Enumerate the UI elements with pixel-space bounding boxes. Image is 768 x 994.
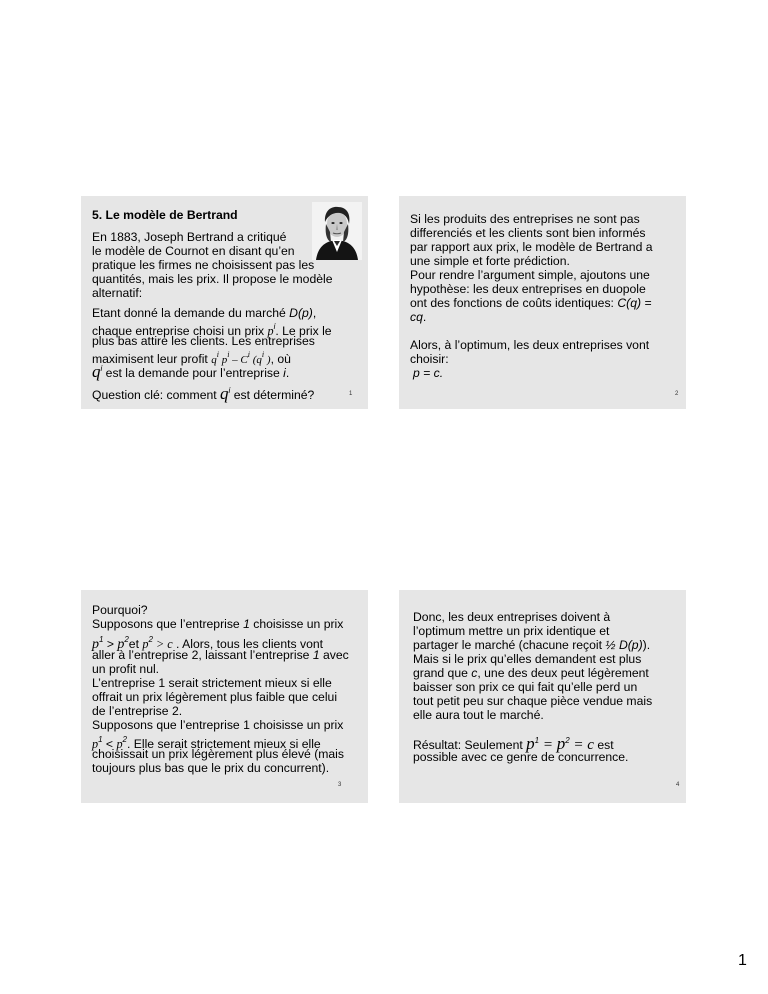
slide-1-key-question: Question clé: comment $q^i$ est déterminé? [92,384,315,403]
slide-4-line-10: possible avec ce genre de concurrence. [413,750,629,764]
slide-2-line-6: hypothèse: les deux entreprises en duopole [410,282,646,296]
slide-4-line-5: grand que c, une des deux peut légèrement [413,666,649,680]
slide-1-paragraph-1-line-5: alternatif: [92,286,143,300]
slide-2-line-9: Alors, à l’optimum, les deux entreprises vont [410,338,650,352]
slide-1-paragraph-2-line-5: $q^i$ est la demande pour l’entreprise i. [92,362,290,381]
slide-1-paragraph-2-line-2: chaque entreprise choisi un prix $p^i$. Le prix le [92,322,332,338]
slide-1-title: 5. Le modèle de Bertrand [92,208,238,222]
slide-3 [81,590,368,803]
slide-1-paragraph-2-line-3: plus bas attire les clients. Les entreprises [92,334,315,348]
page-number: 1 [738,952,747,969]
slide-1-paragraph-1-line-1: En 1883, Joseph Bertrand a critiqué [92,230,287,244]
slide-4-line-6: baisser son prix ce qui fait qu’elle perd un [413,680,638,694]
slide-2-conclusion: p = c. [413,366,444,380]
slide-2-line-8: cq. [410,310,427,324]
slide-4-line-8: elle aura tout le marché. [413,708,544,722]
slide-4-number: 4 [676,782,680,788]
slide-2-line-10: choisir: [410,352,449,366]
slide-3-line-1: Pourquoi? [92,603,148,617]
slide-1-paragraph-1-line-4: quantités, mais les prix. Il propose le modèle [92,272,333,286]
slide-1-paragraph-1-line-2: le modèle de Cournot en disant qu’en [92,244,295,258]
slide-2-line-3: par rapport aux prix, le modèle de Bertrand a [410,240,653,254]
slide-3-line-8: de l’entreprise 2. [92,704,183,718]
slide-3-line-7: offrait un prix légèrement plus faible que celui [92,690,338,704]
slide-1-number: 1 [349,391,353,397]
slide-3-line-4: aller à l’entreprise 2, laissant l’entreprise 1 avec [92,648,349,662]
slide-2-line-4: une simple et forte prédiction. [410,254,570,268]
portrait-image [312,202,362,260]
slide-2-line-5: Pour rendre l’argument simple, ajoutons une [410,268,650,282]
profit-formula: $q^i$ $p^i - C^i$ ($q^i$ ) [211,350,271,366]
slide-2-line-1: Si les produits des entreprises ne sont pas [410,212,640,226]
slide-3-line-9: Supposons que l’entreprise 1 choisisse un prix [92,718,344,732]
slide-3-line-12: toujours plus bas que le prix du concurrent). [92,761,330,775]
slide-3-line-10: $p^1 < p^2$. Elle serait strictement mieux si elle [92,735,321,751]
slide-4 [399,590,686,803]
slide-3-line-5: un profit nul. [92,662,160,676]
slide-4-line-2: l’optimum mettre un prix identique et [413,624,610,638]
slide-4-line-1: Donc, les deux entreprises doivent à [413,610,611,624]
slide-4-result: Résultat: Seulement $p^1 = p^2 = c$ est [413,734,614,753]
portrait-icon [312,202,362,260]
slide-3-line-6: L’entreprise 1 serait strictement mieux si elle [92,676,332,690]
slide-2-number: 2 [675,391,679,397]
slide-3-line-3: $p^1 > p^2et$ $p^2 > c$ . Alors, tous les clients vont [92,635,324,652]
slide-1-paragraph-2-line-4: maximisent leur profit $q^i$ $p^i - C^i$ ($q^i$ ), où [92,350,291,366]
slide-2-line-7: ont des fonctions de coûts identiques: C(q) = [410,296,652,310]
slide-4-line-7: tout petit peu sur chaque pièce vendue mais [413,694,653,708]
slide-2 [399,196,686,409]
slide-4-line-3: partager le marché (chacune reçoit ½ D(p)). [413,638,651,652]
slide-3-line-2: Supposons que l’entreprise 1 choisisse un prix [92,617,344,631]
slide-1-paragraph-1-line-3: pratique les firmes ne choisissent pas les [92,258,315,272]
slide-3-number: 3 [338,782,342,788]
slide-3-line-11: choisissait un prix légèrement plus élevé (mais [92,747,344,761]
slide-1-paragraph-2-line-1: Etant donné la demande du marché D(p), [92,306,317,320]
slide-1 [81,196,368,409]
slide-4-line-4: Mais si le prix qu’elles demandent est plus [413,652,642,666]
slide-2-line-2: differenciés et les clients sont bien informés [410,226,646,240]
